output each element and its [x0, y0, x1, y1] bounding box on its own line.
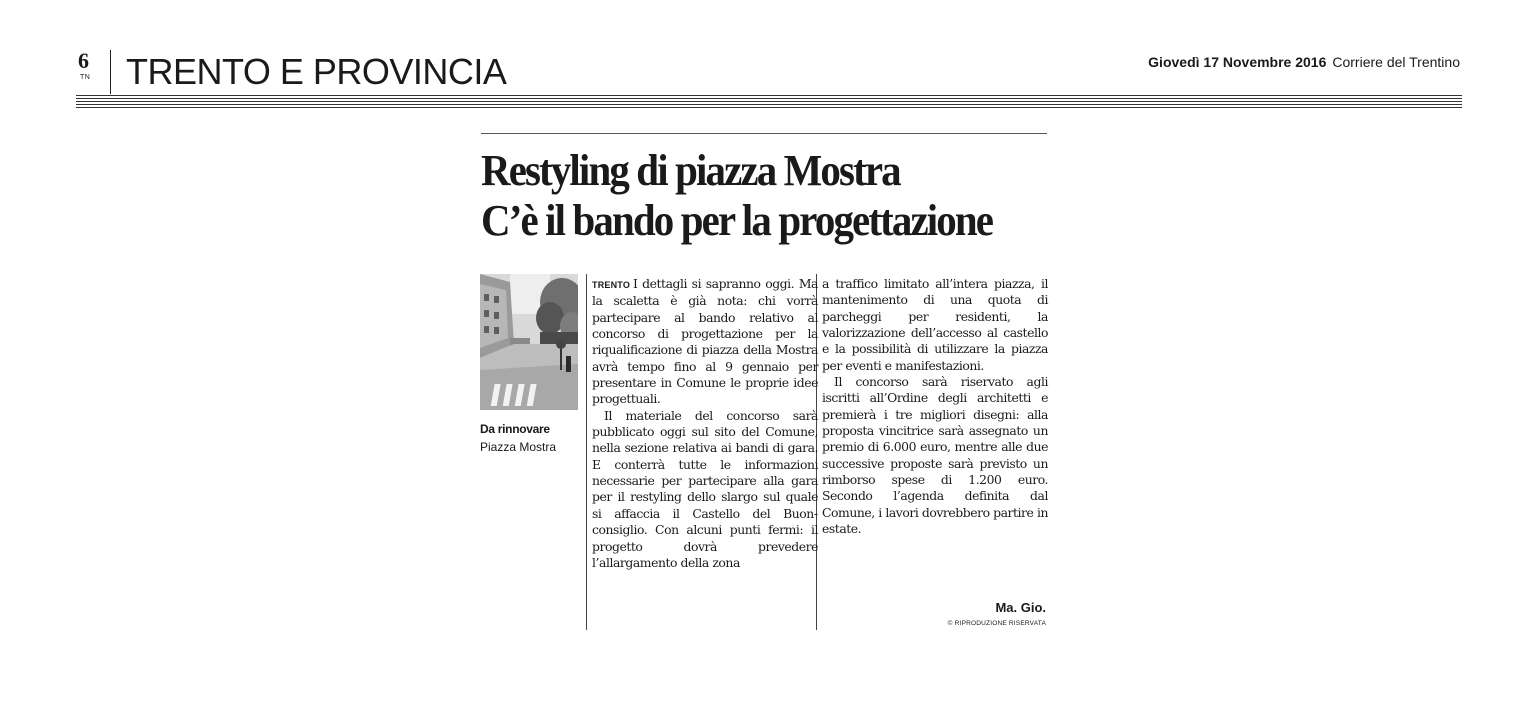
- body-paragraph: Il concorso sarà riservato agli iscritti all’Ordine degli architetti e premierà i tre migliori disegni: alla proposta vincitrice sarà assegnato un premio di 6.000 euro, mentre alle due successive proposte sarà previsto un rimborso spese di 1.200 euro. Secondo l’agenda definita dal Comune, i lavori dovrebbero partire in estate.: [822, 374, 1048, 537]
- body-paragraph: Il materiale del concorso sarà pubblicato oggi sul sito del Comune, nella sezione relativa ai bandi di gara. E conterrà tutte le informazioni necessarie per partecipare alla gara per il restyling dello slargo sul quale si affaccia il Castello del Buonconsiglio. Con alcuni punti fermi: il progetto dovrà prevedere l’allargamento della zona: [592, 407, 818, 570]
- page-code: TN: [80, 74, 91, 81]
- article-column-2: [822, 276, 1048, 538]
- body-text: I dettagli si sapranno oggi. Ma la scaletta è già nota: chi vorrà partecipare al bando relativo al concorso di progettazione per la riqualificazione di piazza della Mostra avrà tempo fino al 9 gennaio per presentare in Comune le proprie idee progettuali.: [592, 276, 818, 407]
- page-number: 6: [78, 48, 89, 73]
- photo-caption-kicker: Da rinnovare: [480, 422, 550, 436]
- headline-line-1: Restyling di piazza Mostra: [481, 146, 900, 195]
- masthead-dateline: [1148, 54, 1460, 70]
- article-column-1: [592, 276, 818, 571]
- publication-name: Corriere del Trentino: [1332, 54, 1460, 70]
- section-title: TRENTO E PROVINCIA: [126, 51, 507, 92]
- masthead-rule: [76, 95, 1462, 96]
- piazza-photo-image: [480, 274, 578, 410]
- masthead-rule: [76, 107, 1462, 108]
- masthead-rule: [76, 101, 1462, 102]
- article-dateline: TRENTO: [592, 280, 631, 290]
- masthead-rule: [76, 104, 1462, 105]
- body-paragraph: a traffico limitato all’intera piazza, il mantenimento di una quota di parcheggi per residenti, la valorizzazione dell’accesso al castello e la possibilità di utilizzare la piazza per eventi e manifestazioni.: [822, 276, 1048, 373]
- headline-line-2: C’è il bando per la progettazione: [481, 196, 993, 245]
- author-signature: Ma. Gio.: [995, 600, 1046, 615]
- masthead-separator: [110, 50, 111, 94]
- issue-date: Giovedì 17 Novembre 2016: [1148, 54, 1327, 70]
- copyright-notice: © RIPRODUZIONE RISERVATA: [947, 620, 1046, 627]
- article-top-rule: [481, 133, 1047, 134]
- article-photo: [480, 274, 578, 410]
- column-rule: [586, 274, 587, 630]
- photo-caption: Piazza Mostra: [480, 440, 557, 454]
- headline: [481, 146, 1039, 246]
- body-paragraph: [592, 276, 818, 408]
- masthead-rule: [76, 98, 1462, 99]
